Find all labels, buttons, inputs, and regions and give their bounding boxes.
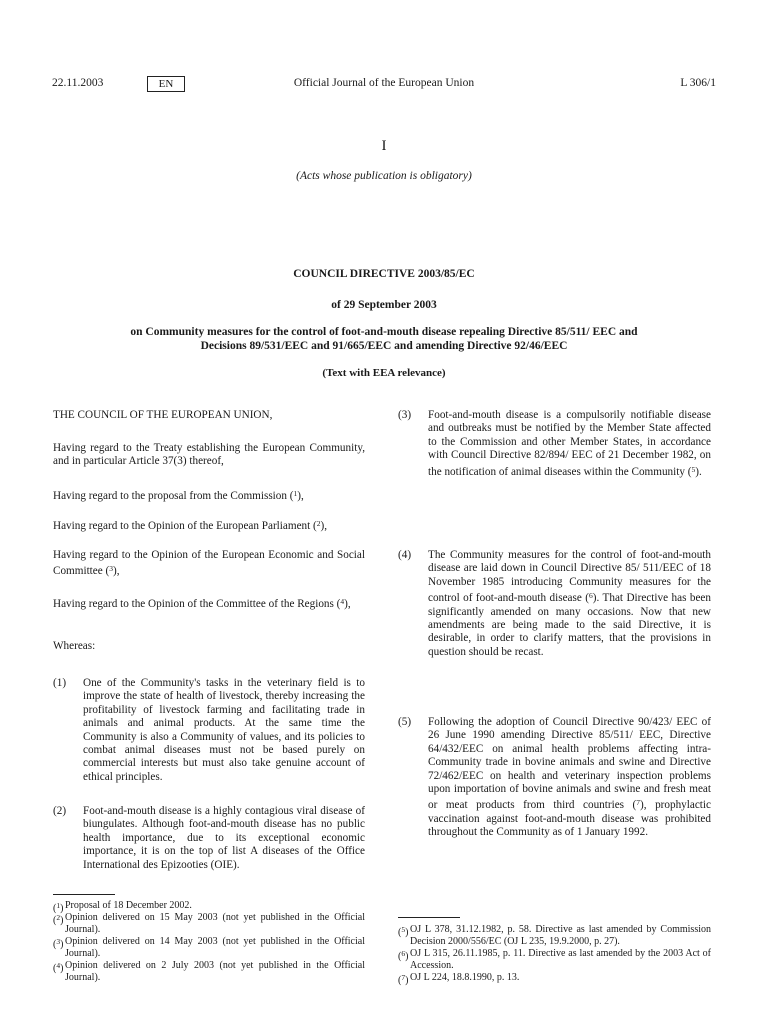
recital: [53, 805, 365, 872]
footnote: ($^5$) OJ L 378, 31.12.1982, p. 58. Directive as last amended by Commission Decision 2000/556/EC (OJ L 235, 19.9.2000, p. 27).: [398, 924, 711, 947]
recital-text: One of the Community's tasks in the veterinary field is to improve the state of health of livestock, thereby increasing the profitability of livestock farming and facilitating trade in animals and animal products. At the same time the Community is also a Community of values, and its policies to combat animal diseases must not be based purely on commercial interests but must also take genuine account of ethical principles.: [83, 677, 365, 783]
footnote: ($^3$) Opinion delivered on 14 May 2003 (not yet published in the Official Journal).: [53, 936, 365, 959]
recital-text: Following the adoption of Council Directive 90/423/ EEC of 26 June 1990 amending Directive 85/511/ EEC, Directive 64/432/EEC on animal health problems affecting intra-Community trade in bovine animals and swine and Directive 72/462/EEC on health and veterinary inspection problems upon importation of bovine animals and swine and fresh meat or meat products from third countries ($^7$), prophylactic vaccination against foot-and-mouth disease was prohibited throughout the Community as of 1 January 1992.: [428, 716, 711, 839]
recital-number: (5): [398, 716, 412, 728]
footnote-rule: [53, 894, 115, 895]
part-numeral: I: [381, 138, 387, 154]
footnote: ($^6$) OJ L 315, 26.11.1985, p. 11. Directive as last amended by the 2003 Act of Accession.: [398, 948, 711, 971]
directive-date: of 29 September 2003: [331, 299, 437, 311]
recital-number: (4): [398, 549, 412, 561]
footnote: ($^2$) Opinion delivered on 15 May 2003 (not yet published in the Official Journal).: [53, 912, 365, 935]
journal-title: Official Journal of the European Union: [293, 77, 475, 89]
recital-text: Foot-and-mouth disease is a highly contagious viral disease of biungulates. Although foot-and-mouth disease has no public health importance, due to its exceptional economic importance, it is on the top of list A diseases of the Office International des Epizooties (OIE).: [83, 805, 365, 871]
recital: [398, 716, 711, 840]
recital-number: (1): [53, 677, 67, 689]
council-heading: THE COUNCIL OF THE EUROPEAN UNION,: [53, 409, 273, 421]
page-reference: L 306/1: [680, 77, 716, 89]
footnote: ($^4$) Opinion delivered on 2 July 2003 (not yet published in the Official Journal).: [53, 960, 365, 983]
preamble-treaty: Having regard to the Treaty establishing the European Community, and in particular Article 37(3) thereof,: [53, 442, 365, 468]
recital: [398, 549, 711, 659]
acts-subtitle: (Acts whose publication is obligatory): [296, 170, 472, 182]
recital-text: Foot-and-mouth disease is a compulsorily notifiable disease and outbreaks must be notified by the Member State affected to the Commission and other Member States, in accordance with Council Directive 82/894/ EEC of 21 December 1982, on the notification of animal diseases within the Community ($^5$).: [428, 409, 711, 478]
header-date: 22.11.2003: [52, 77, 104, 89]
directive-title: COUNCIL DIRECTIVE 2003/85/EC: [293, 268, 475, 280]
recital-text: The Community measures for the control of foot-and-mouth disease are laid down in Council Directive 85/ 511/EEC of 18 November 1985 introducing Community measures for the control of foot-and-mouth disease ($^6$). That Directive has been significantly amended on many occasions. Now that new amendments are being made to the said Directive, it is desirable, in order to clarify matters, that the provisions in question should be recast.: [428, 549, 711, 658]
recital: [53, 677, 365, 784]
footnote: ($^1$) Proposal of 18 December 2002.: [53, 900, 192, 914]
footnote-rule: [398, 917, 460, 918]
whereas-label: Whereas:: [53, 640, 96, 652]
recital-number: (3): [398, 409, 412, 421]
preamble-parliament: Having regard to the Opinion of the European Parliament ($^2$),: [53, 519, 328, 532]
language-box: EN: [147, 76, 185, 92]
recital: [398, 409, 711, 479]
eea-relevance: (Text with EEA relevance): [322, 367, 446, 379]
footnote: ($^7$) OJ L 224, 18.8.1990, p. 13.: [398, 972, 520, 986]
preamble-regions: Having regard to the Opinion of the Committee of the Regions ($^4$),: [53, 597, 351, 610]
recital-number: (2): [53, 805, 67, 817]
preamble-commission: Having regard to the proposal from the Commission ($^1$),: [53, 489, 304, 502]
directive-subject: on Community measures for the control of foot-and-mouth disease repealing Directive 85/511/ EEC and Decisions 89/531/EEC and 91/665/EEC and amending Directive 92/46/EEC: [130, 326, 638, 352]
preamble-esc: Having regard to the Opinion of the European Economic and Social Committee ($^3$),: [53, 549, 365, 578]
